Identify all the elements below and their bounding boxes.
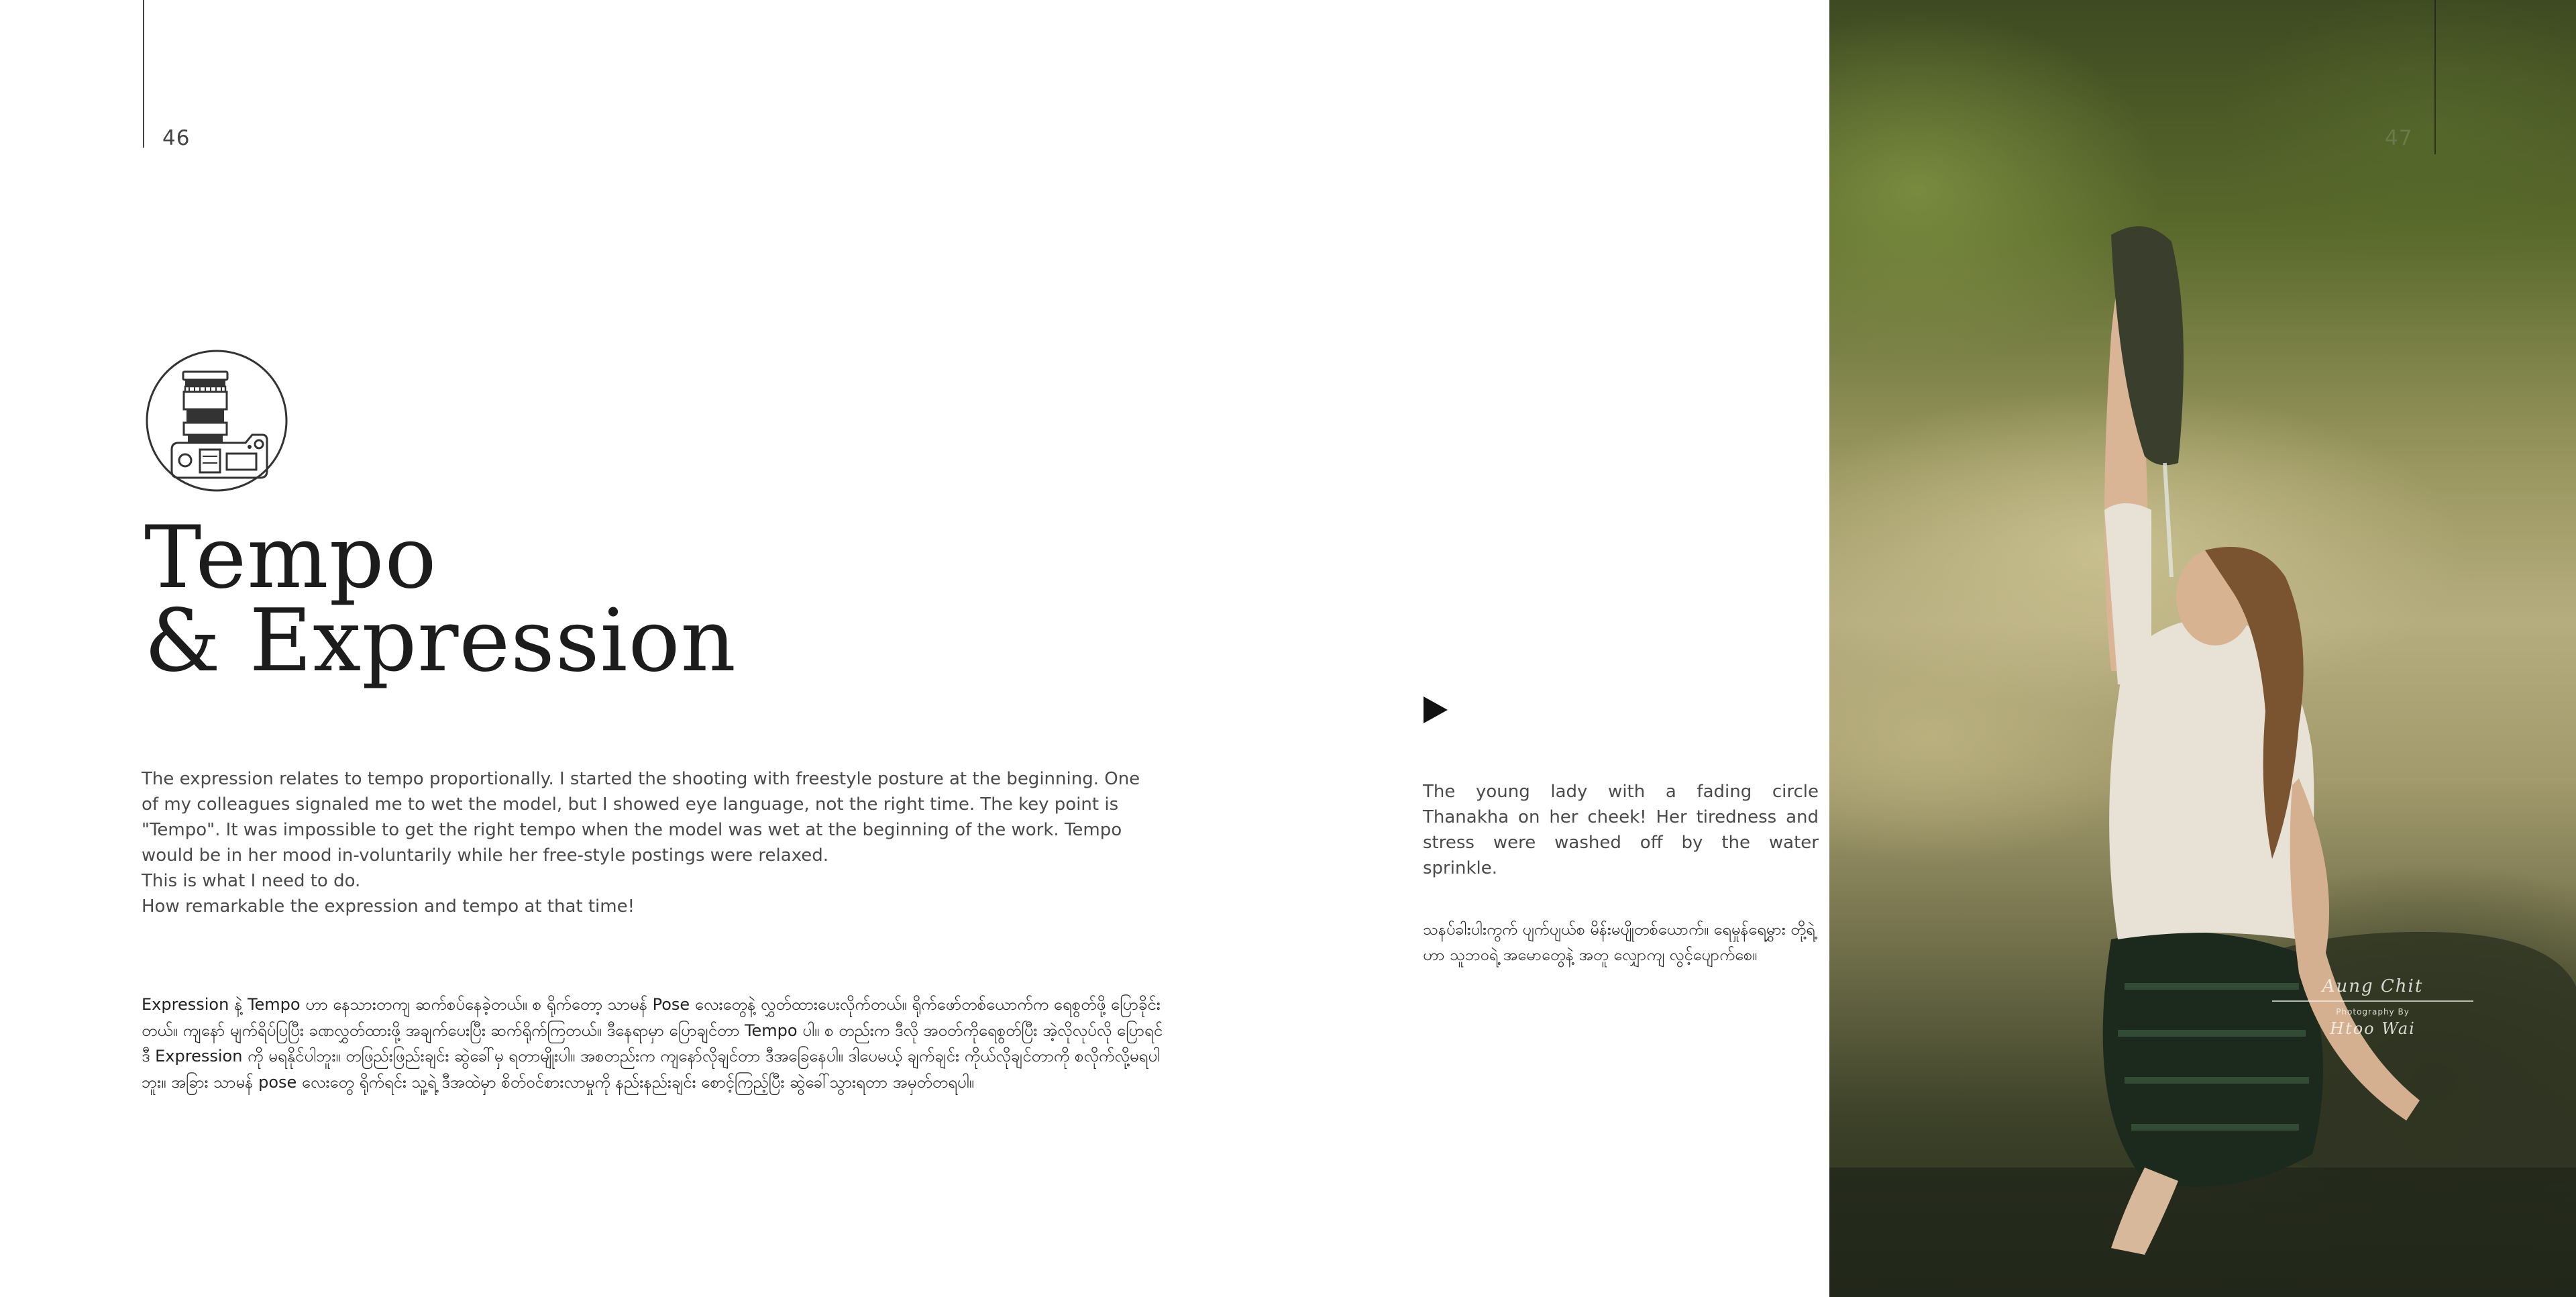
- title-line-1: Tempo: [144, 508, 437, 608]
- photo-figure: [1829, 0, 2576, 1297]
- caption-paragraph-myanmar: သနပ်ခါးပါးကွက် ပျက်ပျယ်စ မိန်းမပျိုတစ်ယောက်။ ရေမှုန်ရေမွှား တို့ရဲ့ ဟာ သူဘဝရဲ့ အမောတွေနဲ့ အတူ လျှောကျ လွင့်ပျောက်စေ။: [1423, 920, 1815, 964]
- top-rule: [143, 0, 144, 148]
- camera-lens-icon: [145, 349, 288, 492]
- body-text-myanmar: [142, 992, 1168, 1095]
- top-rule-right: [2434, 0, 2436, 154]
- play-icon[interactable]: [1422, 695, 1449, 725]
- title-line-2: & Expression: [144, 591, 737, 691]
- body-text-english: [142, 766, 1161, 919]
- article-title: [144, 508, 949, 691]
- page-number-right: 47: [2385, 126, 2413, 150]
- body-paragraph: This is what I need to do.: [142, 871, 361, 891]
- photo-caption-myanmar: [1423, 917, 1825, 968]
- watermark-rule: [2272, 1000, 2473, 1002]
- photographer-watermark: [2272, 976, 2473, 1038]
- body-paragraph: The expression relates to tempo proportionally. I started the shooting with freestyle posture at the beginning. One of my colleagues signaled me to wet the model, but I showed eye language, not the right time. The key point is "Tempo". It was impossible to get the right tempo when the model was wet at the beginning of the work. Tempo would be in her mood in-voluntarily while her free-style postings were relaxed.: [142, 769, 1140, 866]
- watermark-credit: Photography By: [2336, 1007, 2410, 1017]
- photo-woman-water-sprinkle: [1829, 0, 2576, 1297]
- watermark-signature: Aung Chit: [2322, 976, 2424, 996]
- body-paragraph-myanmar: Expression နဲ့ Tempo ဟာ နေသားတကျ ဆက်စပ်နေခဲ့တယ်။ စ ရိုက်တော့ သာမန် Pose လေးတွေနဲ့ လွှတ်ထားပေးလိုက်တယ်။ ရိုက်ဖော်တစ်ယောက်က ရေစွတ်ဖို့ ပြောခိုင်းတယ်။ ကျနော် မျက်ရိပ်ပြပြီး ခဏလွှတ်ထားဖို့ အချက်ပေးပြီး ဆက်ရိုက်ကြတယ်။ ဒီနေရာမှာ ပြောချင်တာ Tempo ပါ။ စ တည်းက ဒီလို အဝတ်ကိုရေစွတ်ပြီး အဲ့လိုလုပ်လို ပြောရင် ဒီ Expression ကို မရနိုင်ပါဘူး။ တဖြည်းဖြည်းချင်း ဆွဲခေါ်မှ ရတာမျိုးပါ။ အစတည်းက ကျနော်လိုချင်တာ ဒီအခြေနေပါ။ ဒါပေမယ့် ချက်ချင်း ကိုယ်လိုချင်တာကို စလိုက်လို့မရပါဘူး။ အခြား သာမန် pose လေးတွေ ရိုက်ရင်း သူ့ရဲ့ ဒီအထဲမှာ စိတ်ဝင်စားလာမှုကို နည်းနည်းချင်း စောင့်ကြည့်ပြီး ဆွဲခေါ်သွားရတာ အမှတ်တရပါ။: [142, 995, 1163, 1092]
- page-number-left: 46: [162, 126, 191, 150]
- photo-caption-english: The young lady with a fading circle Thanakha on her cheek! Her tiredness and stress were washed off by the water sprinkle.: [1423, 782, 1819, 878]
- watermark-signature-2: Htoo Wai: [2330, 1019, 2416, 1038]
- body-paragraph: How remarkable the expression and tempo at that time!: [142, 896, 635, 917]
